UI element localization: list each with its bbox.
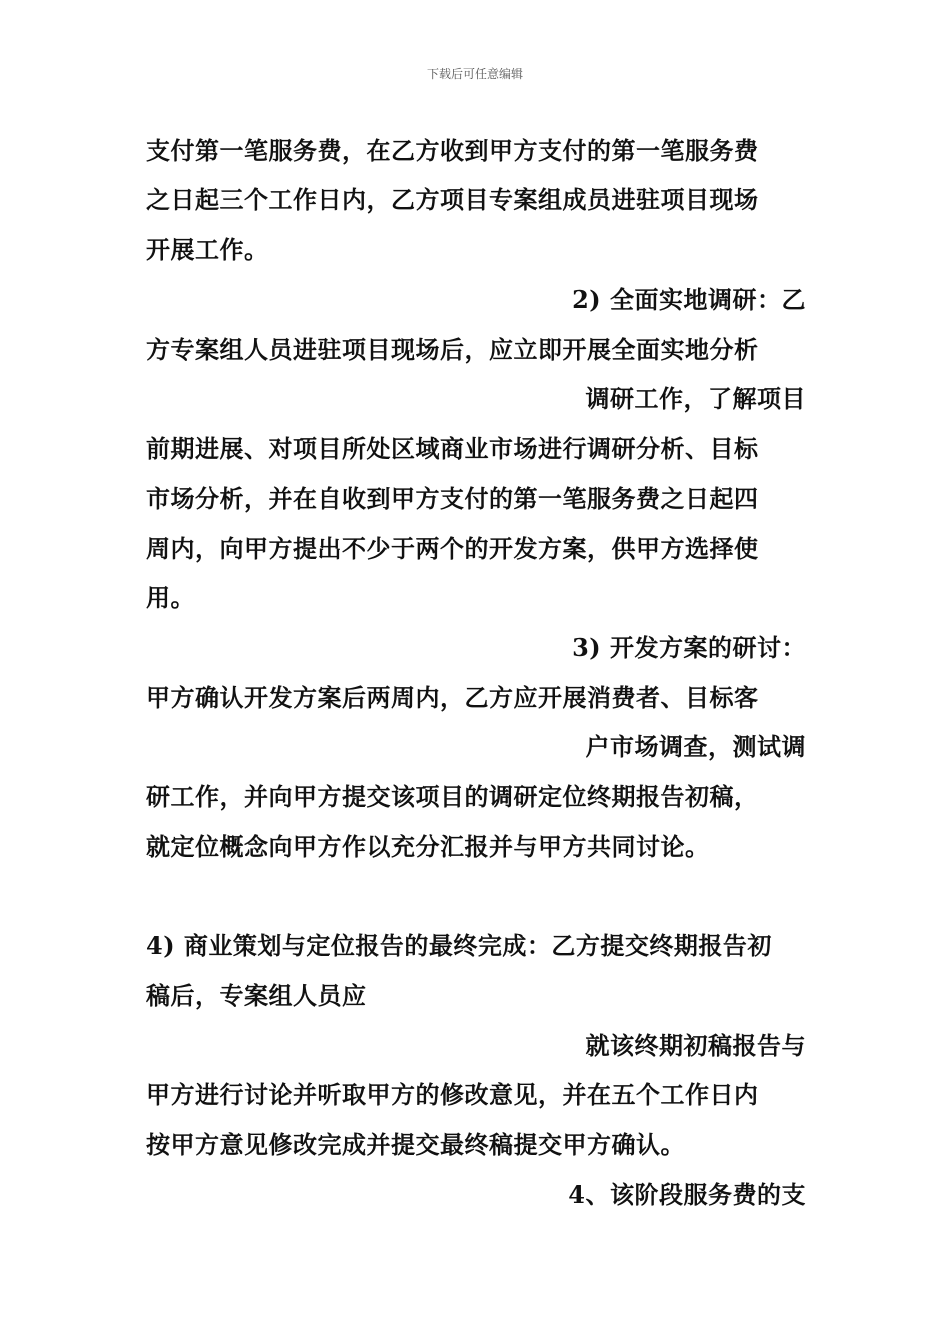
body-line: 4、该阶段服务费的支 [568,1180,806,1209]
body-line: 甲方进行讨论并听取甲方的修改意见，并在五个工作日内 [146,1080,759,1109]
body-line: 就定位概念向甲方作以充分汇报并与甲方共同讨论。 [146,832,710,861]
body-line: 方专案组人员进驻项目现场后，应立即开展全面实地分析 [146,335,759,364]
body-line: 户市场调查，测试调 [585,732,806,761]
body-line: 开展工作。 [146,235,269,264]
body-line: 研工作，并向甲方提交该项目的调研定位终期报告初稿， [146,782,759,811]
body-line: 之日起三个工作日内，乙方项目专案组成员进驻项目现场 [146,185,759,214]
body-line: 按甲方意见修改完成并提交最终稿提交甲方确认。 [146,1130,685,1159]
body-line: 支付第一笔服务费，在乙方收到甲方支付的第一笔服务费 [146,136,759,165]
body-line: 3) 开发方案的研讨： [572,633,806,662]
body-line: 2) 全面实地调研：乙 [572,285,806,314]
body-line: 就该终期初稿报告与 [585,1031,806,1060]
body-line: 调研工作，了解项目 [585,384,806,413]
body-line: 4) 商业策划与定位报告的最终完成：乙方提交终期报告初 [146,931,772,960]
body-line: 用。 [146,583,195,612]
body-line: 甲方确认开发方案后两周内，乙方应开展消费者、目标客 [146,683,759,712]
body-line: 周内，向甲方提出不少于两个的开发方案，供甲方选择使 [146,534,759,563]
body-line: 稿后，专案组人员应 [146,981,367,1010]
body-line: 市场分析，并在自收到甲方支付的第一笔服务费之日起四 [146,484,759,513]
page-header: 下载后可任意编辑 [426,67,523,81]
body-line: 前期进展、对项目所处区域商业市场进行调研分析、目标 [146,434,759,463]
